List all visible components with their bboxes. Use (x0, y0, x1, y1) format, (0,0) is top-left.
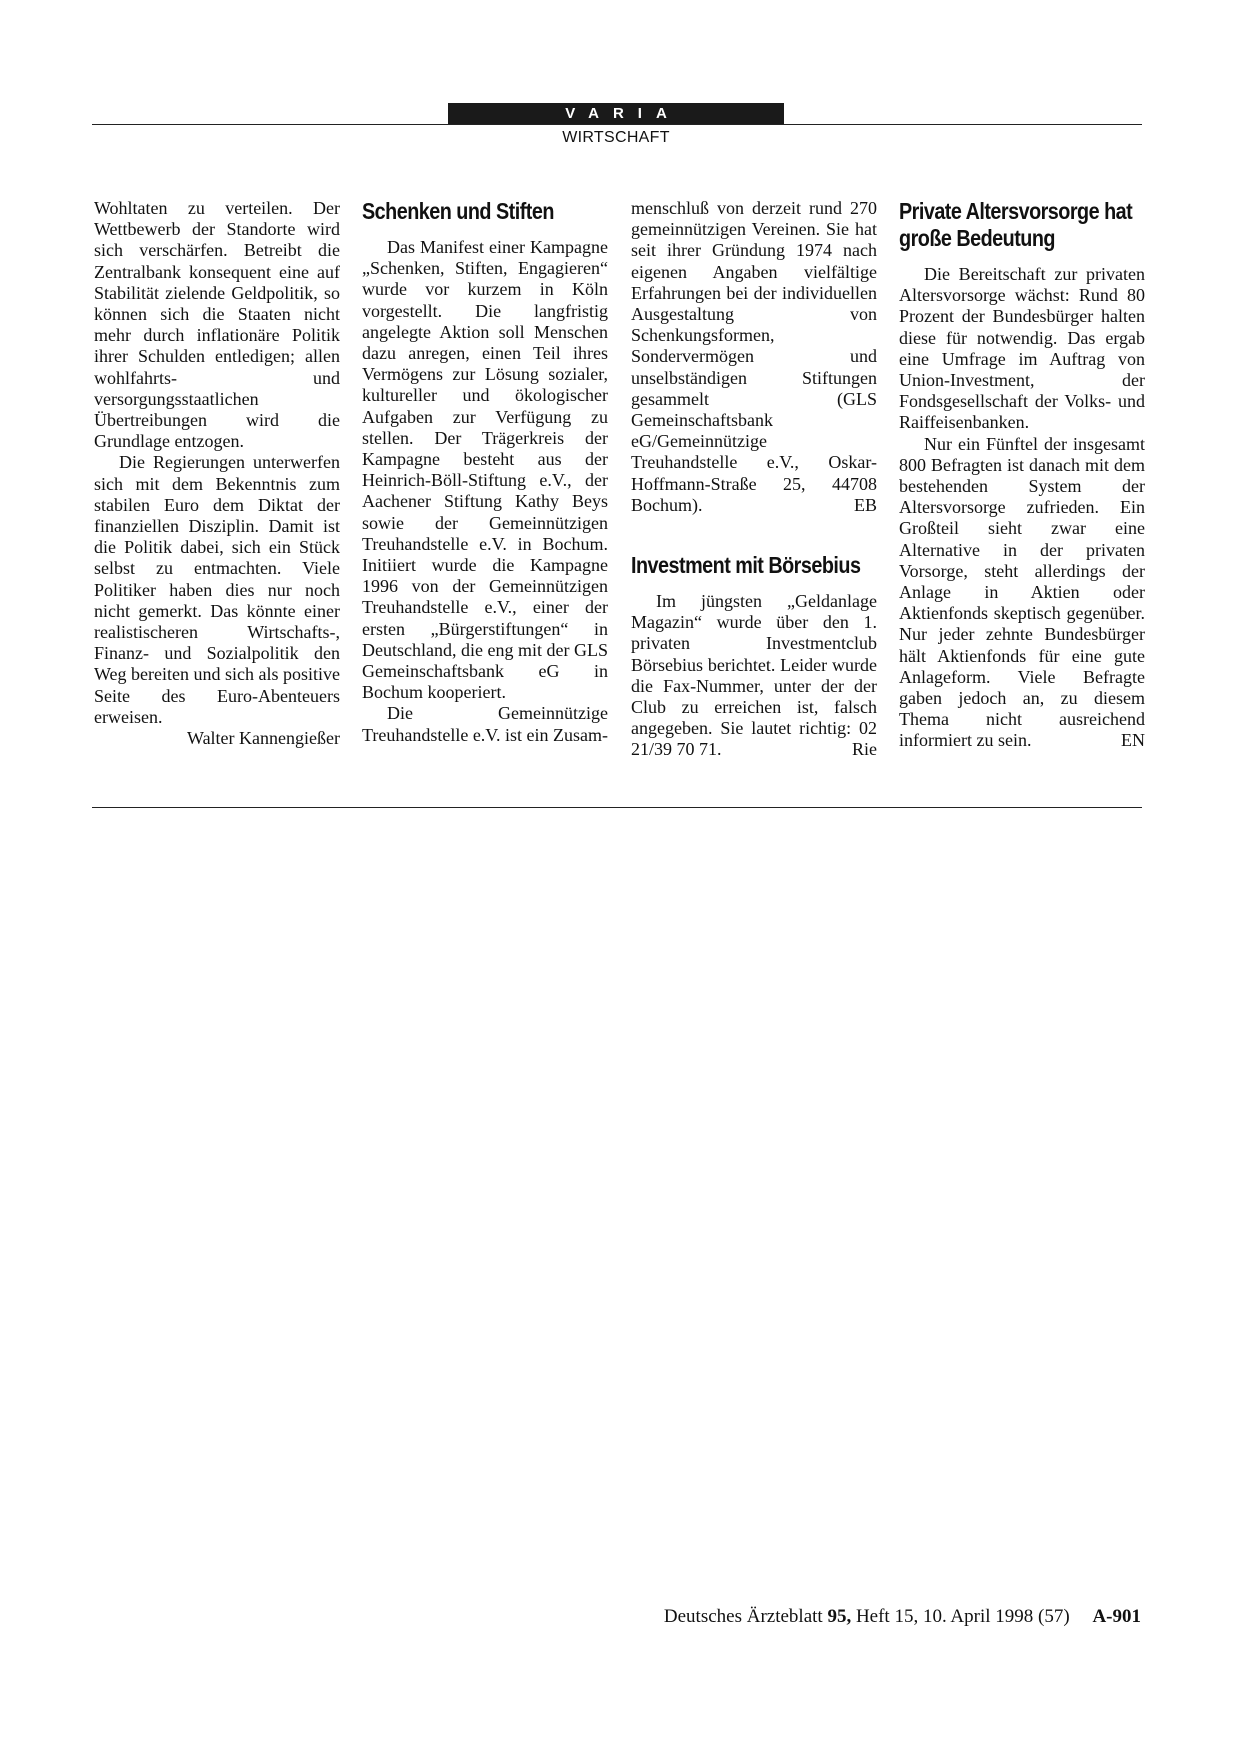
col4-paragraph-2 (899, 434, 1145, 752)
col2-paragraph-1: Das Manifest einer Kampagne „Schenken, Stiften, Engagieren“ wurde vor kurzem in Köln vorgestellt. Die langfristig angelegte Aktion soll Menschen dazu anregen, einen Teil ihres Vermögens zur Lösung sozialer, kultureller und ökologischer Aufgaben zur Verfügung zu stellen. Der Trägerkreis der Kampagne besteht aus der Heinrich-Böll-Stiftung e.V., der Aachener Stiftung Kathy Beys sowie der Gemeinnützigen Treuhandstelle e.V. in Bochum. Initiiert wurde die Kampagne 1996 von der Gemeinnützigen Treuhandstelle e.V., einer der ersten „Bürgerstiftungen“ in Deutschland, die eng mit der GLS Gemeinschaftsbank eG in Bochum kooperiert. (362, 237, 608, 703)
col1-paragraph-1: Wohltaten zu verteilen. Der Wettbewerb der Standorte wird sich verschärfen. Betreibt die Zentralbank konsequent eine auf Stabilität zielende Geldpolitik, so können sich die Staaten nicht mehr durch inflationäre Politik ihrer Schulden entledigen; allen wohlfahrts- und versorgungsstaatlichen Übertreibungen wird die Grundlage entzogen. (94, 198, 340, 452)
column-4 (899, 198, 1145, 752)
volume-number: 95, (827, 1606, 852, 1627)
column-2 (362, 198, 608, 746)
col3-paragraph-2 (631, 591, 877, 761)
signature-eb: EB (853, 494, 877, 515)
col3-paragraph-1 (631, 198, 877, 516)
col1-paragraph-2-text: Die Regierungen unterwerfen sich mit dem Bekenntnis zum stabilen Euro dem Diktat der finanziellen Disziplin. Damit ist die Politik dabei, sich ein Stück selbst zu entmachten. Viele Politiker haben dies nur noch nicht gemerkt. Das könnte einer realistischeren Wirtschafts-, Finanz- und Sozialpolitik den Weg bereiten und sich als positive Seite des Euro-Abenteuers erweisen. (94, 452, 340, 727)
headline-altersvorsorge: Private Altersvorsorge hat große Bedeutung (899, 198, 1133, 251)
column-3 (631, 198, 877, 761)
column-1 (94, 198, 340, 749)
page-number: A-901 (1092, 1606, 1141, 1627)
author-signature: Walter Kannengießer (187, 728, 340, 749)
headline-investment-boersebius: Investment mit Börsebius (631, 552, 861, 579)
col3-paragraph-2-text: Im jüngsten „Geldanlage Magazin“ wurde über den 1. privaten Investmentclub Börsebius berichtet. Leider wurde die Fax-Nummer, unter der der Club zu erreichen ist, falsch angegeben. Sie lautet richtig: 02 21/39 70 71. (631, 591, 877, 760)
col4-paragraph-1: Die Bereitschaft zur privaten Altersvorsorge wächst: Rund 80 Prozent der Bundesbürger halten diese für notwendig. Das ergab eine Umfrage im Auftrag von Union-Investment, der Fondsgesellschaft der Volks- und Raiffeisenbanken. (899, 264, 1145, 433)
bottom-rule (92, 807, 1142, 808)
col2-paragraph-2: Die Gemeinnützige Treuhandstelle e.V. ist ein Zusam- (362, 703, 608, 745)
headline-schenken-stiften: Schenken und Stiften (362, 198, 554, 224)
signature-rie: Rie (852, 739, 877, 760)
page-footer (664, 1606, 1141, 1628)
issue-info: Heft 15, 10. April 1998 (57) (855, 1606, 1070, 1627)
journal-name: Deutsches Ärzteblatt (663, 1606, 823, 1627)
col1-paragraph-2 (94, 452, 340, 749)
rubric-label: WIRTSCHAFT (562, 129, 670, 146)
col3-paragraph-1-text: menschluß von derzeit rund 270 gemeinnützigen Vereinen. Sie hat seit ihrer Gründung 1974 nach eigenen Angaben vielfältige Erfahrungen bei der individuellen Ausgestaltung von Schenkungsformen, Sondervermögen und unselbständigen Stiftungen gesammelt (GLS Gemeinschaftsbank eG/Gemeinnützige Treuhandstelle e.V., Oskar-Hoffmann-Straße 25, 44708 Bochum). (631, 198, 877, 515)
signature-en: EN (1121, 730, 1145, 751)
top-rule (92, 124, 1142, 125)
section-bar: VARIA (448, 103, 784, 124)
col4-paragraph-2-text: Nur ein Fünftel der insgesamt 800 Befragten ist danach mit dem bestehenden System der Altersvorsorge zufrieden. Ein Großteil sieht zwar eine Alternative in der privaten Vorsorge, steht allerdings der Anlage in Aktien oder Aktienfonds skeptisch gegenüber. Nur jeder zehnte Bundesbürger hält Aktienfonds für eine gute Anlageform. Viele Befragte gaben jedoch an, zu diesem Thema nicht ausreichend informiert zu sein. (899, 433, 1145, 751)
